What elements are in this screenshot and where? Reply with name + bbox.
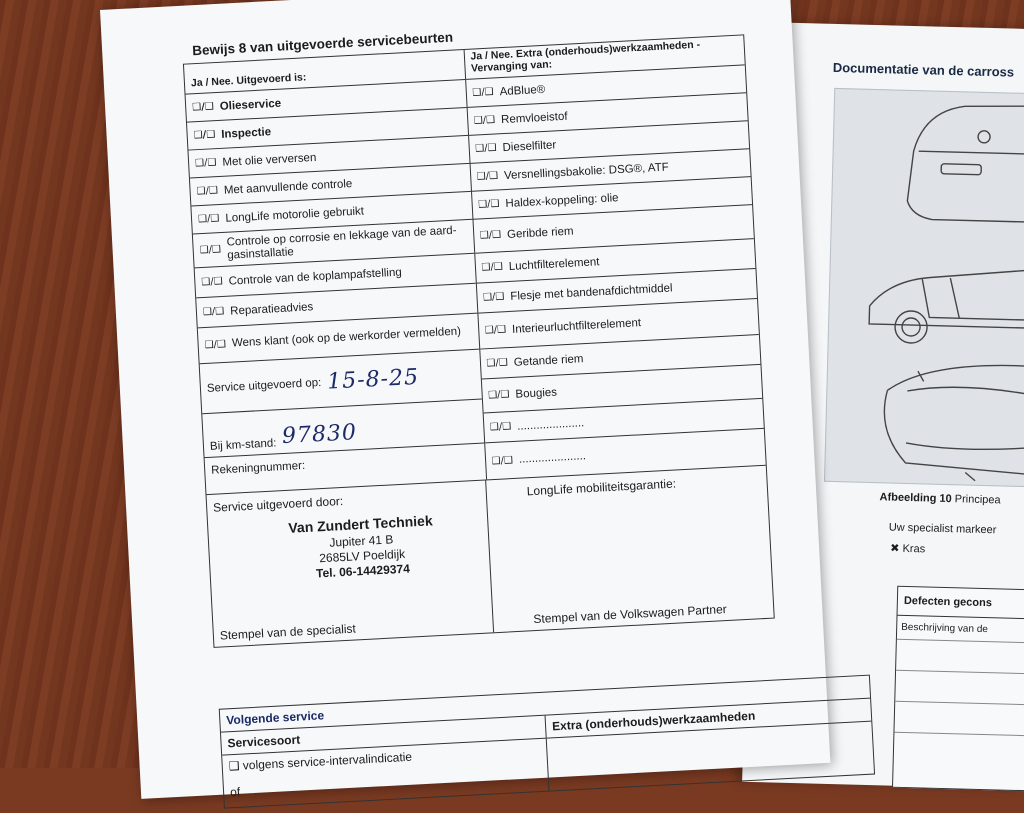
checkbox-icon[interactable]: ❑/❑	[204, 338, 227, 351]
performed-column	[184, 50, 487, 494]
checkbox-icon[interactable]: ❑/❑	[477, 198, 500, 211]
defects-row	[894, 732, 1024, 767]
checkbox-icon[interactable]: ❑/❑	[475, 142, 497, 155]
checkbox-icon[interactable]: ❑/❑	[202, 305, 225, 319]
defects-row	[895, 670, 1024, 705]
extra-work-header-2: Extra (onderhouds)werkzaamheden	[551, 708, 756, 734]
stamp-partner-label: Stempel van de Volkswagen Partner	[533, 602, 728, 627]
right-page-title: Documentatie van de carross	[832, 59, 1015, 80]
checkbox-icon[interactable]: ❑/❑	[491, 454, 514, 467]
dealer-phone: Tel. 06-14429374	[315, 561, 411, 581]
defects-row	[896, 639, 1024, 674]
service-date-row: Service uitgevoerd op: 15-8-25	[200, 350, 482, 415]
item-getande-riem[interactable]: ❑/❑ Getande riem	[480, 335, 761, 380]
checked-box-icon[interactable]: ❑/❑	[473, 114, 496, 127]
item-remvloeistof[interactable]: ❑/❑ Remvloeistof	[467, 93, 748, 136]
km-handwritten: 97830	[281, 420, 358, 450]
item-aanvullende-controle[interactable]: ❑/❑ Met aanvullende controle	[190, 164, 471, 207]
checkbox-icon[interactable]: ❑/❑	[476, 170, 499, 183]
item-dieselfilter[interactable]: ❑/❑ Dieselfilter	[469, 121, 750, 164]
dealer-city: 2685LV Poeldijk	[318, 546, 406, 566]
or-option: of	[224, 765, 550, 808]
checkbox-icon[interactable]: ❑/❑	[479, 229, 502, 242]
item-olie-verversen[interactable]: ❑/❑ Met olie verversen	[188, 136, 469, 179]
checkbox-icon[interactable]: ❑/❑	[489, 421, 512, 434]
checkbox-icon[interactable]: ❑/❑	[196, 185, 219, 198]
car-diagram	[824, 88, 1024, 487]
checkbox-icon[interactable]: ❑/❑	[199, 244, 222, 257]
item-adblue[interactable]: ❑/❑ AdBlue®	[466, 65, 747, 108]
checked-box-icon[interactable]: ❑/❑	[193, 129, 216, 142]
defects-box	[892, 586, 1024, 792]
item-geribde-riem[interactable]: ❑/❑ Geribde riem	[473, 205, 754, 254]
item-haldex[interactable]: ❑/❑ Haldex-koppeling: olie	[472, 177, 753, 220]
checked-box-icon[interactable]: ❑/❑	[194, 157, 217, 170]
checkbox-icon[interactable]: ❑/❑	[487, 389, 510, 402]
car-outline-icon	[825, 89, 1024, 486]
checkbox-icon[interactable]: ❑/❑	[472, 86, 494, 99]
page-title: Bewijs 8 van uitgevoerde servicebeurten	[191, 29, 454, 59]
item-luchtfilter[interactable]: ❑/❑ Luchtfilterelement	[475, 239, 756, 284]
interval-option[interactable]: ❑ volgens service-intervalindicatie	[222, 739, 548, 782]
item-corrosie-controle[interactable]: ❑/❑ Controle op corrosie en lekkage van de aard-gasinstallatie	[193, 220, 474, 269]
checkbox-icon[interactable]: ❑/❑	[481, 261, 504, 274]
checked-box-icon[interactable]: ❑/❑	[484, 324, 507, 337]
scratch-legend: ✖ Kras	[890, 542, 926, 556]
service-form	[183, 34, 775, 648]
item-longlife-olie[interactable]: ❑/❑ LongLife motorolie gebruikt	[191, 192, 472, 235]
stamp-area	[206, 465, 773, 647]
service-date-handwritten: 15-8-25	[326, 364, 420, 395]
dealer-street: Jupiter 41 B	[329, 532, 394, 550]
item-versnellingsbakolie[interactable]: ❑/❑ Versnellingsbakolie: DSG®, ATF	[470, 149, 751, 192]
item-interieurluchtfilter[interactable]: ❑/❑ Interieurluchtfilterelement	[478, 299, 759, 350]
defects-row	[894, 701, 1024, 736]
extra-work-header: Ja / Nee. Extra (onderhouds)werkzaamheden - Vervanging van:	[464, 35, 745, 80]
item-bougies[interactable]: ❑/❑ Bougies	[481, 365, 762, 414]
checked-box-icon[interactable]: ❑/❑	[197, 213, 220, 226]
item-wens-klant[interactable]: ❑/❑ Wens klant (ook op de werkorder vermelden)	[198, 314, 479, 365]
stamp-specialist-label: Stempel van de specialist	[219, 621, 357, 643]
km-row: Bij km-stand: 97830	[202, 400, 483, 459]
item-reparatieadvies[interactable]: ❑/❑ Reparatieadvies	[196, 284, 477, 329]
checkbox-icon[interactable]: ❑/❑	[201, 275, 223, 289]
item-koplampafstelling[interactable]: ❑/❑ Controle van de koplampafstelling	[195, 254, 476, 299]
left-page	[100, 0, 830, 799]
item-bandenafdichtmiddel[interactable]: ❑/❑ Flesje met bandenafdichtmiddel	[476, 269, 757, 314]
item-blank-1[interactable]: ❑/❑ .....................	[483, 399, 764, 444]
item-blank-2[interactable]: ❑/❑ .....................	[491, 450, 587, 467]
defects-header: Defecten gecons	[898, 587, 1024, 620]
service-type-header: Servicesoort	[221, 716, 547, 755]
extra-work-column	[464, 35, 766, 479]
defects-description: Beschrijving van de	[901, 621, 989, 636]
mobility-guarantee-label: LongLife mobiliteitsgarantie:	[526, 476, 677, 499]
checkbox-icon[interactable]: ❑/❑	[191, 101, 215, 114]
dealer-name: Van Zundert Techniek	[287, 512, 434, 536]
specialist-mark-text: Uw specialist markeer	[888, 521, 997, 537]
item-olieservice[interactable]: ❑/❑ Olieservice	[186, 80, 467, 123]
performed-by-label: Service uitgevoerd door:	[212, 493, 344, 515]
partner-stamp-field	[486, 466, 774, 632]
figure-caption: Afbeelding 10 Principea	[879, 491, 1001, 507]
next-service-title: Volgende service	[220, 676, 870, 733]
invoice-row: Rekeningnummer:	[210, 459, 306, 477]
checkbox-icon[interactable]: ❑/❑	[486, 357, 509, 370]
checkbox-icon[interactable]: ❑/❑	[482, 291, 505, 304]
specialist-stamp-field	[207, 480, 495, 646]
performed-header: Ja / Nee. Uitgevoerd is:	[184, 50, 465, 95]
next-service-table	[219, 675, 875, 809]
item-inspectie[interactable]: ❑/❑ Inspectie	[187, 108, 468, 151]
dealer-stamp	[288, 513, 435, 582]
